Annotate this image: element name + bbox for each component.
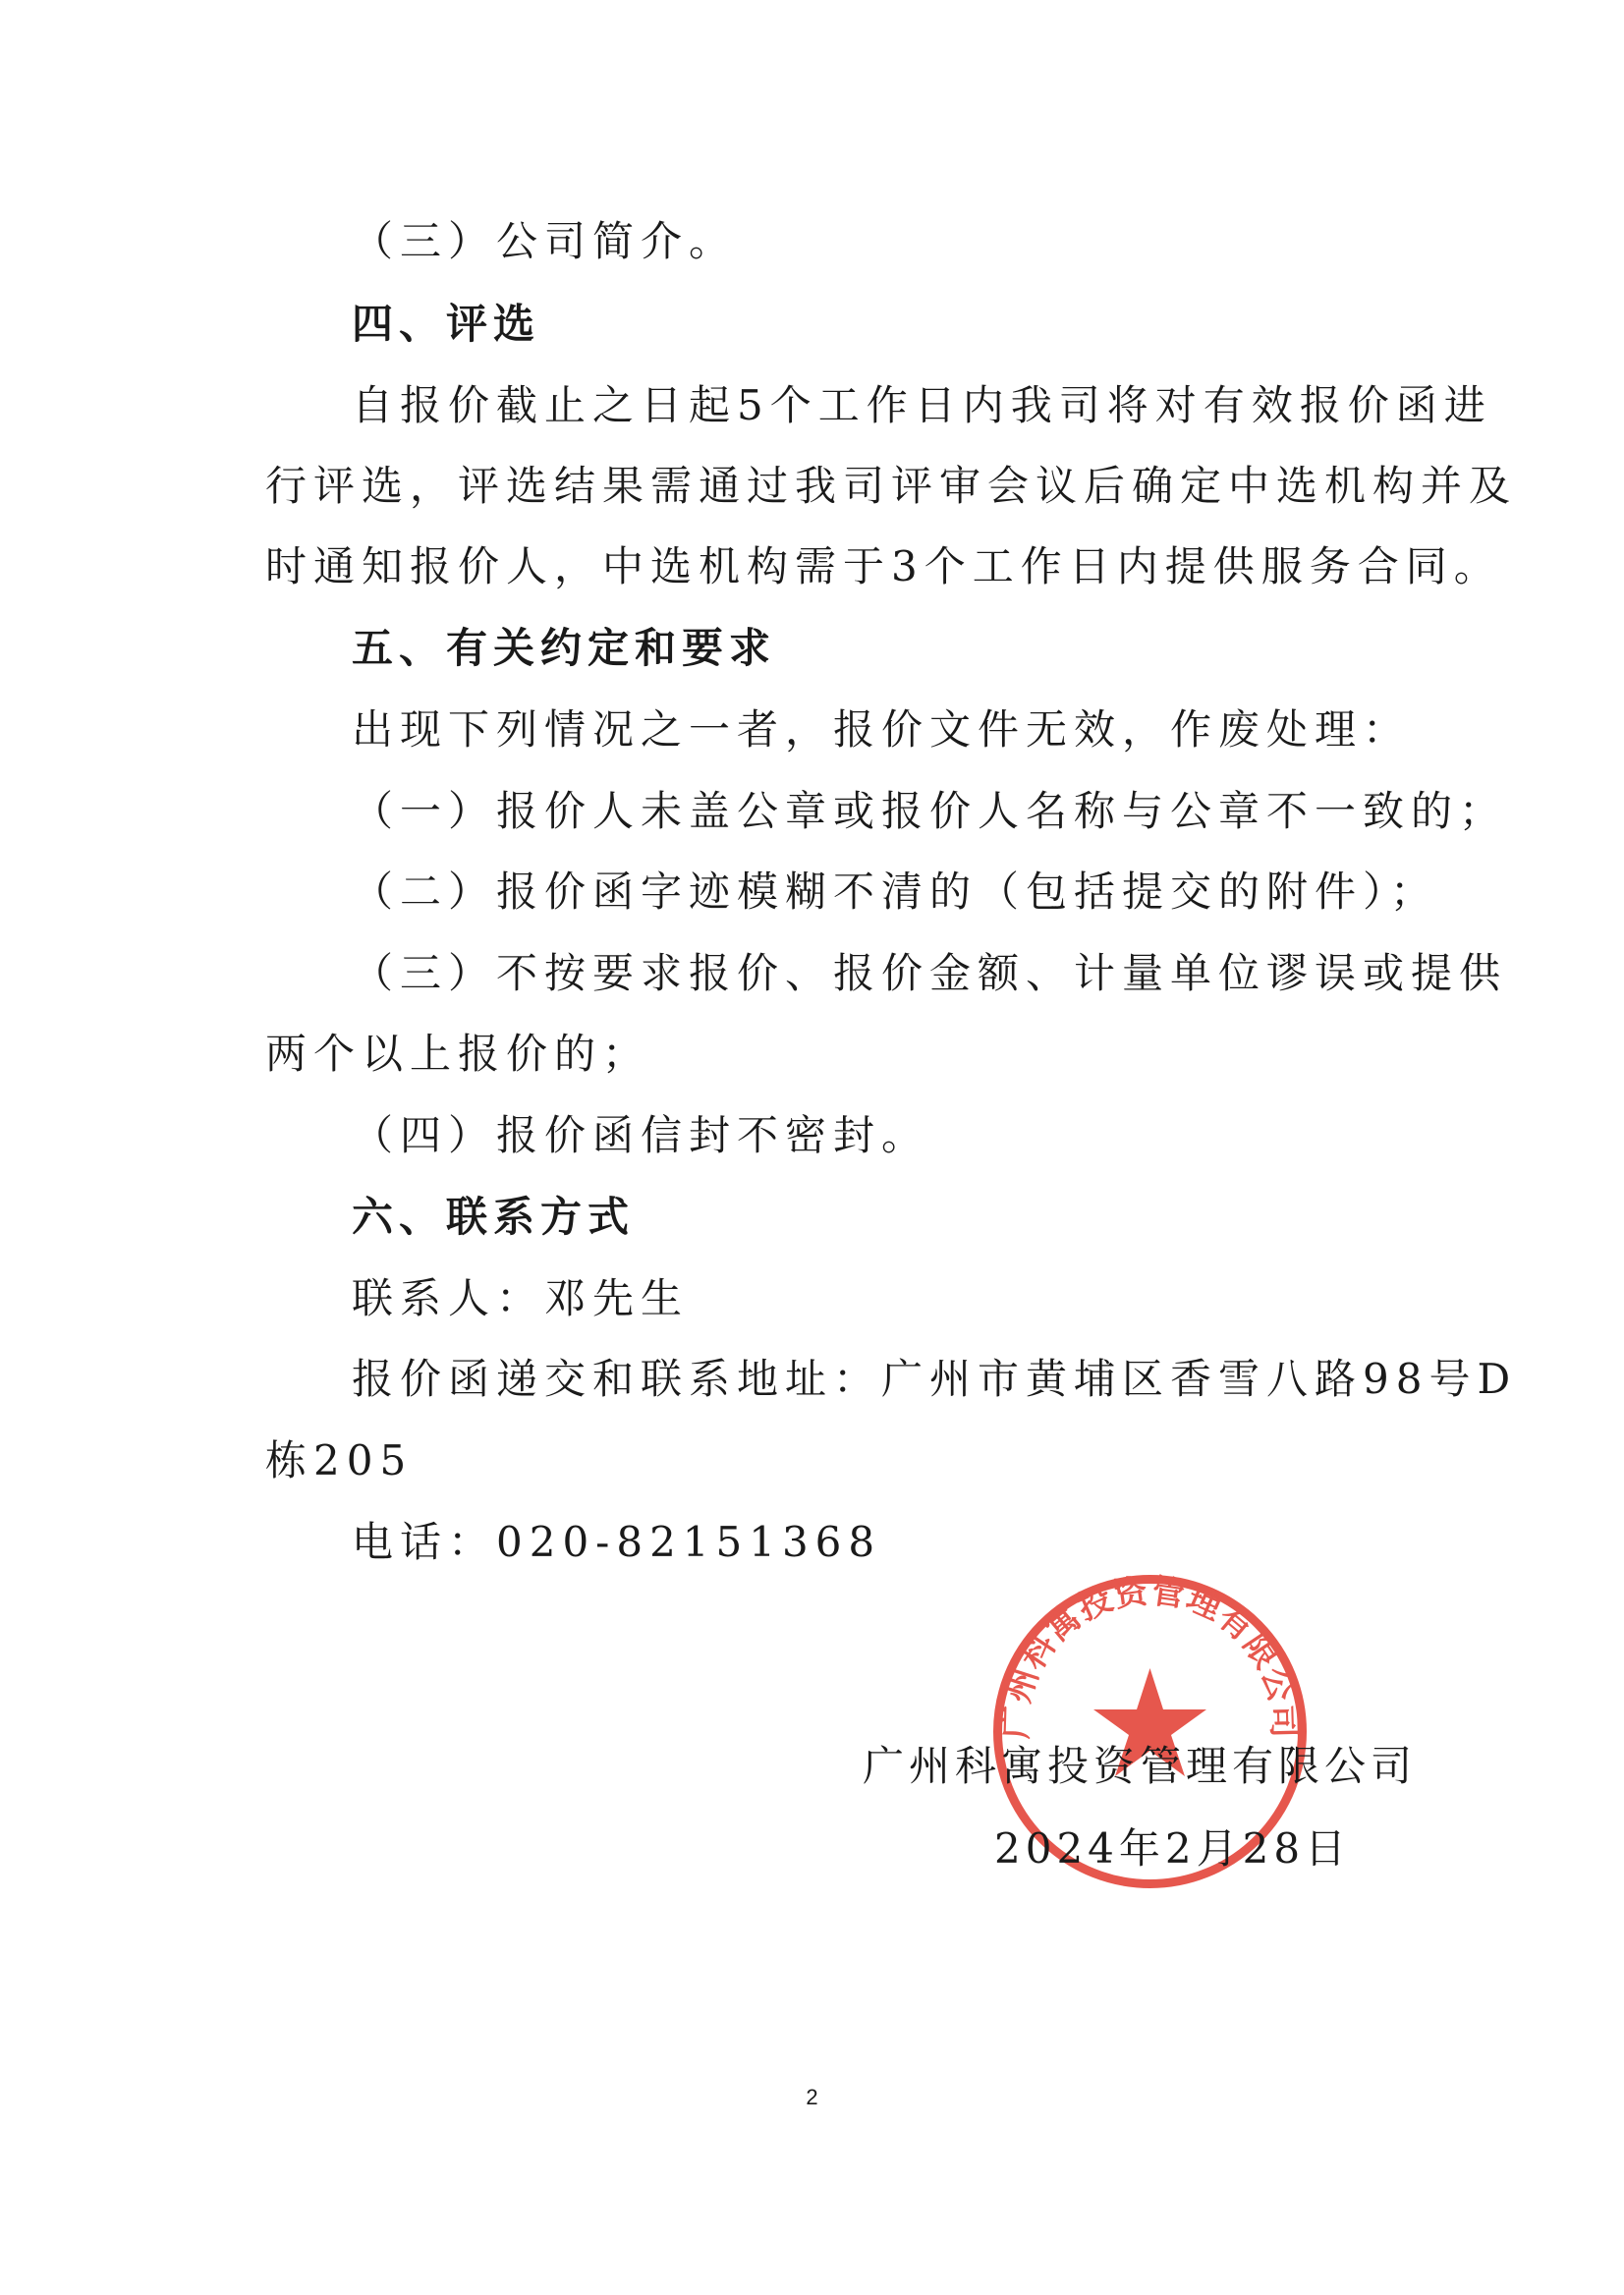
requirement-item-4: （四）报价函信封不密封。 <box>352 1111 930 1159</box>
requirement-item-3-line-1: （三）不按要求报价、报价金额、计量单位谬误或提供 <box>352 949 1508 997</box>
signature-company-name: 广州科寓投资管理有限公司 <box>863 1742 1418 1790</box>
evaluation-paragraph-line-1: 自报价截止之日起5个工作日内我司将对有效报价函进 <box>352 381 1492 429</box>
evaluation-paragraph-line-3: 时通知报价人，中选机构需于3个工作日内提供服务合同。 <box>265 542 1502 590</box>
contact-phone: 电话：020-82151368 <box>352 1518 882 1566</box>
seal-text: 广州科寓投资管理有限公司 <box>996 1572 1304 1740</box>
page-number: 2 <box>806 2085 818 2109</box>
section-heading-evaluation: 四、评选 <box>352 300 541 348</box>
contact-address-line-2: 栋205 <box>265 1436 414 1484</box>
section-heading-contact: 六、联系方式 <box>352 1193 636 1241</box>
requirement-item-2: （二）报价函字迹模糊不清的（包括提交的附件）； <box>352 868 1439 916</box>
contact-address-line-1: 报价函递交和联系地址：广州市黄埔区香雪八路98号D <box>352 1355 1518 1403</box>
requirement-item-1: （一）报价人未盖公章或报价人名称与公章不一致的； <box>352 787 1508 835</box>
requirement-item-3-line-2: 两个以上报价的； <box>265 1030 651 1078</box>
attachment-item-3: （三）公司简介。 <box>352 217 738 265</box>
contact-person: 联系人：邓先生 <box>352 1274 690 1322</box>
evaluation-paragraph-line-2: 行评选，评选结果需通过我司评审会议后确定中选机构并及 <box>265 462 1518 510</box>
requirements-intro: 出现下列情况之一者，报价文件无效，作废处理： <box>352 705 1412 754</box>
section-heading-requirements: 五、有关约定和要求 <box>352 624 777 672</box>
signature-date: 2024年2月28日 <box>994 1824 1352 1873</box>
